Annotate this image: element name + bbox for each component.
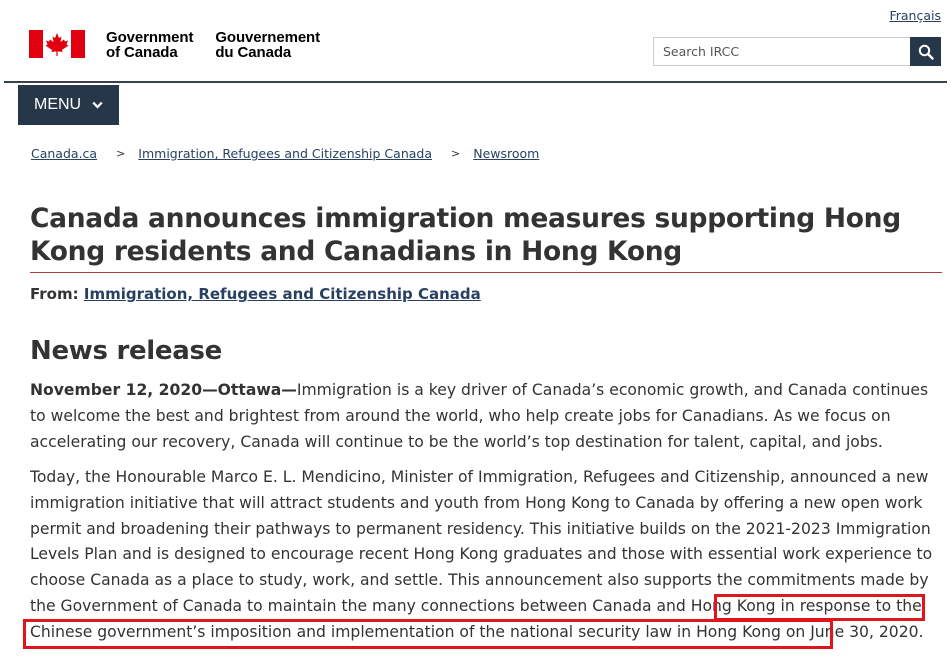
fip-english-line2: of Canada [106, 44, 178, 61]
fip-french [215, 30, 320, 60]
breadcrumb-separator: > [451, 147, 461, 160]
language-toggle-link[interactable]: Français [889, 8, 941, 23]
breadcrumb-link-canada-ca[interactable]: Canada.ca [31, 146, 98, 161]
search-input[interactable] [653, 37, 910, 66]
breadcrumb-separator: > [116, 147, 126, 160]
breadcrumb-link-ircc[interactable]: Immigration, Refugees and Citizenship Canada [138, 146, 432, 161]
fip-french-line1: Gouvernement [215, 29, 321, 46]
menu-label: MENU [34, 96, 82, 113]
from-department-link[interactable]: Immigration, Refugees and Citizenship Canada [83, 285, 481, 303]
fip-french-line2: du Canada [215, 44, 292, 61]
menu-button[interactable] [18, 85, 119, 125]
news-paragraph-2: Today, the Honourable Marco E. L. Mendicino, Minister of Immigration, Refugees and Citizenship, announced a new immigration initiative that will attract students and youth from Hong Kong to Canada by offering a new open work permit and broadening their pathways to permanent residency. This initiative builds on the 2021-2023 Immigration Levels Plan and is designed to encourage recent Hong Kong graduates and those with essential work experience to choose Canada as a place to study, work, and settle. This announcement also supports the commitments made by the Government of Canada to maintain the many connections between Canada and Hong Kong in response to the Chinese government’s imposition and implementation of the national security law in Hong Kong on June 30, 2020. [30, 468, 933, 641]
chevron-down-icon [92, 101, 103, 109]
search-button[interactable] [910, 37, 941, 66]
search-icon [918, 44, 934, 60]
from-label: From: [30, 285, 79, 303]
section-heading: News release [30, 336, 222, 366]
page-title: Canada announces immigration measures supporting Hong Kong residents and Canadians in Hong Kong [30, 202, 942, 273]
fip-english [106, 30, 193, 60]
fip-english-line1: Government [106, 29, 194, 46]
breadcrumb-link-newsroom[interactable]: Newsroom [473, 146, 540, 161]
header-divider [4, 81, 947, 83]
canada-flag-icon [29, 30, 85, 58]
search-form [653, 37, 941, 66]
from-line [30, 285, 481, 303]
paragraph-1-text: Immigration is a key driver of Canada’s economic growth, and Canada continues to welcome the best and brightest from around the world, who help create jobs for Canadians. As we focus on accelerating our recovery, Canada will continue to be the world’s top destination for talent, capital, and jobs. [30, 381, 929, 451]
dateline: November 12, 2020—Ottawa— [30, 381, 297, 399]
news-paragraph-1 [30, 378, 942, 455]
government-of-canada-signature[interactable] [29, 30, 320, 60]
breadcrumb [31, 146, 539, 161]
